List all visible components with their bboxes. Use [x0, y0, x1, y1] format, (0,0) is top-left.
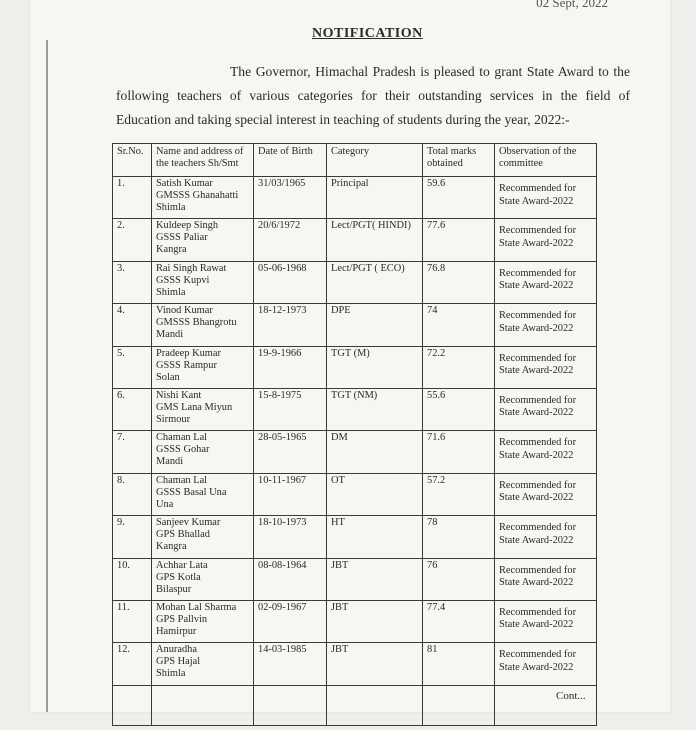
cell-sr-no: 7.	[113, 431, 152, 473]
cell-sr-no: 10.	[113, 558, 152, 600]
cell-date-of-birth: 05-06-1968	[254, 261, 327, 303]
cell-name-address	[152, 388, 254, 430]
teacher-district: Kangra	[156, 244, 187, 256]
teacher-school: GPS Kotla	[156, 571, 201, 583]
cell-total-marks: 77.4	[423, 600, 495, 642]
teacher-name: Rai Singh Rawat	[156, 262, 227, 274]
teacher-name: Kuldeep Singh	[156, 220, 219, 232]
cell-name-address	[152, 516, 254, 558]
cell-observation: Recommended for State Award-2022	[495, 346, 597, 388]
header-date-of-birth: Date of Birth	[254, 144, 327, 177]
teacher-name: Pradeep Kumar	[156, 347, 221, 359]
cell-name-address	[152, 558, 254, 600]
teacher-school: GPS Bhallad	[156, 529, 210, 541]
teacher-name: Sanjeev Kumar	[156, 517, 221, 529]
teacher-school: GMS Lana Miyun	[156, 401, 233, 413]
cell-observation: Recommended for State Award-2022	[495, 177, 597, 219]
cell-sr-no: 9.	[113, 516, 152, 558]
cell-observation: Recommended for State Award-2022	[495, 261, 597, 303]
cell-observation: Recommended for State Award-2022	[495, 600, 597, 642]
teacher-name: Nishi Kant	[156, 389, 202, 401]
teacher-name: Chaman Lal	[156, 432, 208, 444]
teacher-school: GMSSS Bhangrotu	[156, 317, 237, 329]
cell-category: JBT	[327, 643, 423, 685]
cell-sr-no: 11.	[113, 600, 152, 642]
teacher-school: GSSS Kupvi	[156, 274, 210, 286]
teacher-school: GPS Pallvin	[156, 613, 208, 625]
cell-observation: Recommended for State Award-2022	[495, 304, 597, 346]
teacher-school: GSSS Rampur	[156, 359, 217, 371]
cell-category: JBT	[327, 558, 423, 600]
cell-date-of-birth: 15-8-1975	[254, 388, 327, 430]
notification-body: The Governor, Himachal Pradesh is pleased to grant State Award to the following teachers of various categories for their outstanding services in the field of Education and taking special interest in teaching of students during the year, 2022:-	[116, 64, 630, 127]
page-edge-divider	[46, 40, 48, 712]
cell-observation: Recommended for State Award-2022	[495, 388, 597, 430]
cell-name-address	[152, 219, 254, 261]
table-row	[113, 473, 597, 515]
teacher-district: Mandi	[156, 456, 184, 468]
cell-sr-no: 4.	[113, 304, 152, 346]
teacher-name: Anuradha	[156, 644, 197, 656]
cell-date-of-birth: 20/6/1972	[254, 219, 327, 261]
cell-sr-no: 2.	[113, 219, 152, 261]
cell-category: Lect/PGT( HINDI)	[327, 219, 423, 261]
cell-category: JBT	[327, 600, 423, 642]
teacher-school: GSSS Basal Una	[156, 486, 227, 498]
teacher-district: Solan	[156, 371, 180, 383]
cell-observation: Recommended for State Award-2022	[495, 431, 597, 473]
teacher-district: Shimla	[156, 286, 186, 298]
table-row	[113, 346, 597, 388]
cell-sr-no: 12.	[113, 643, 152, 685]
cell-observation: Recommended for State Award-2022	[495, 473, 597, 515]
header-sr-no: Sr.No.	[113, 144, 152, 177]
teacher-school: GMSSS Ghanahatti	[156, 190, 239, 201]
table-row	[113, 431, 597, 473]
cell-total-marks: 71.6	[423, 431, 495, 473]
cell-sr-no: 6.	[113, 388, 152, 430]
cell-sr-no: 1.	[113, 177, 152, 219]
header-observation: Observation of the committee	[495, 144, 597, 177]
cell-category: Lect/PGT ( ECO)	[327, 261, 423, 303]
awardees-table	[112, 143, 597, 726]
cell-date-of-birth: 08-08-1964	[254, 558, 327, 600]
table-empty-row	[113, 685, 597, 725]
cell-date-of-birth: 02-09-1967	[254, 600, 327, 642]
teacher-school: GSSS Paliar	[156, 232, 208, 244]
cell-date-of-birth: 10-11-1967	[254, 473, 327, 515]
cell-observation: Recommended for State Award-2022	[495, 558, 597, 600]
table-row	[113, 600, 597, 642]
cell-total-marks: 57.2	[423, 473, 495, 515]
cell-total-marks: 81	[423, 643, 495, 685]
cell-total-marks: 76	[423, 558, 495, 600]
cell-category: TGT (M)	[327, 346, 423, 388]
teacher-name: Vinod Kumar	[156, 305, 213, 317]
cell-observation: Recommended for State Award-2022	[495, 219, 597, 261]
cell-date-of-birth: 18-10-1973	[254, 516, 327, 558]
teacher-name: Mohan Lal Sharma	[156, 601, 237, 613]
cell-observation: Recommended for State Award-2022	[495, 516, 597, 558]
cell-category: Principal	[327, 177, 423, 219]
cell-date-of-birth: 19-9-1966	[254, 346, 327, 388]
cell-name-address	[152, 177, 254, 219]
empty-cell	[254, 685, 327, 725]
cell-total-marks: 76.8	[423, 261, 495, 303]
page-title: NOTIFICATION	[312, 26, 423, 41]
teacher-district: Mandi	[156, 329, 184, 341]
cell-category: HT	[327, 516, 423, 558]
cell-total-marks: 74	[423, 304, 495, 346]
cell-date-of-birth: 28-05-1965	[254, 431, 327, 473]
cell-sr-no: 8.	[113, 473, 152, 515]
cell-name-address	[152, 473, 254, 515]
cell-total-marks: 55.6	[423, 388, 495, 430]
teacher-district: Shimla	[156, 202, 186, 213]
cell-total-marks: 72.2	[423, 346, 495, 388]
table-row	[113, 219, 597, 261]
header-fragment	[118, 0, 608, 12]
cell-category: OT	[327, 473, 423, 515]
table-row	[113, 304, 597, 346]
cell-name-address	[152, 600, 254, 642]
cell-date-of-birth: 31/03/1965	[254, 177, 327, 219]
header-category: Category	[327, 144, 423, 177]
empty-cell	[152, 685, 254, 725]
table-row	[113, 643, 597, 685]
teacher-name: Satish Kumar	[156, 178, 213, 189]
table-row	[113, 516, 597, 558]
cell-name-address	[152, 304, 254, 346]
empty-cell	[327, 685, 423, 725]
continued-note: Cont...	[556, 690, 586, 702]
cell-name-address	[152, 346, 254, 388]
teacher-district: Sirmour	[156, 413, 191, 425]
table-row	[113, 558, 597, 600]
header-name-address: Name and address of the teachers Sh/Smt	[152, 144, 254, 177]
teacher-school: GPS Hajal	[156, 656, 201, 668]
table-header-row	[113, 144, 597, 177]
cell-name-address	[152, 431, 254, 473]
cell-category: DM	[327, 431, 423, 473]
teacher-district: Bilaspur	[156, 583, 192, 595]
cell-name-address	[152, 643, 254, 685]
cell-sr-no: 5.	[113, 346, 152, 388]
teacher-district: Una	[156, 498, 174, 510]
table-row	[113, 388, 597, 430]
cell-sr-no: 3.	[113, 261, 152, 303]
header-date: 02 Sept, 2022	[536, 0, 608, 10]
cell-observation: Recommended for State Award-2022	[495, 643, 597, 685]
header-total-marks: Total marks obtained	[423, 144, 495, 177]
empty-cell	[113, 685, 152, 725]
cell-total-marks: 77.6	[423, 219, 495, 261]
cell-date-of-birth: 14-03-1985	[254, 643, 327, 685]
cell-category: TGT (NM)	[327, 388, 423, 430]
table-row	[113, 261, 597, 303]
cell-date-of-birth: 18-12-1973	[254, 304, 327, 346]
empty-cell	[423, 685, 495, 725]
table-row	[113, 177, 597, 219]
teacher-name: Chaman Lal	[156, 474, 208, 486]
teacher-district: Shimla	[156, 668, 186, 680]
teacher-district: Kangra	[156, 541, 187, 553]
cell-total-marks: 78	[423, 516, 495, 558]
teacher-district: Hamirpur	[156, 625, 197, 637]
teacher-school: GSSS Gohar	[156, 444, 210, 456]
teacher-name: Achhar Lata	[156, 559, 208, 571]
cell-total-marks: 59.6	[423, 177, 495, 219]
cell-category: DPE	[327, 304, 423, 346]
cell-name-address	[152, 261, 254, 303]
